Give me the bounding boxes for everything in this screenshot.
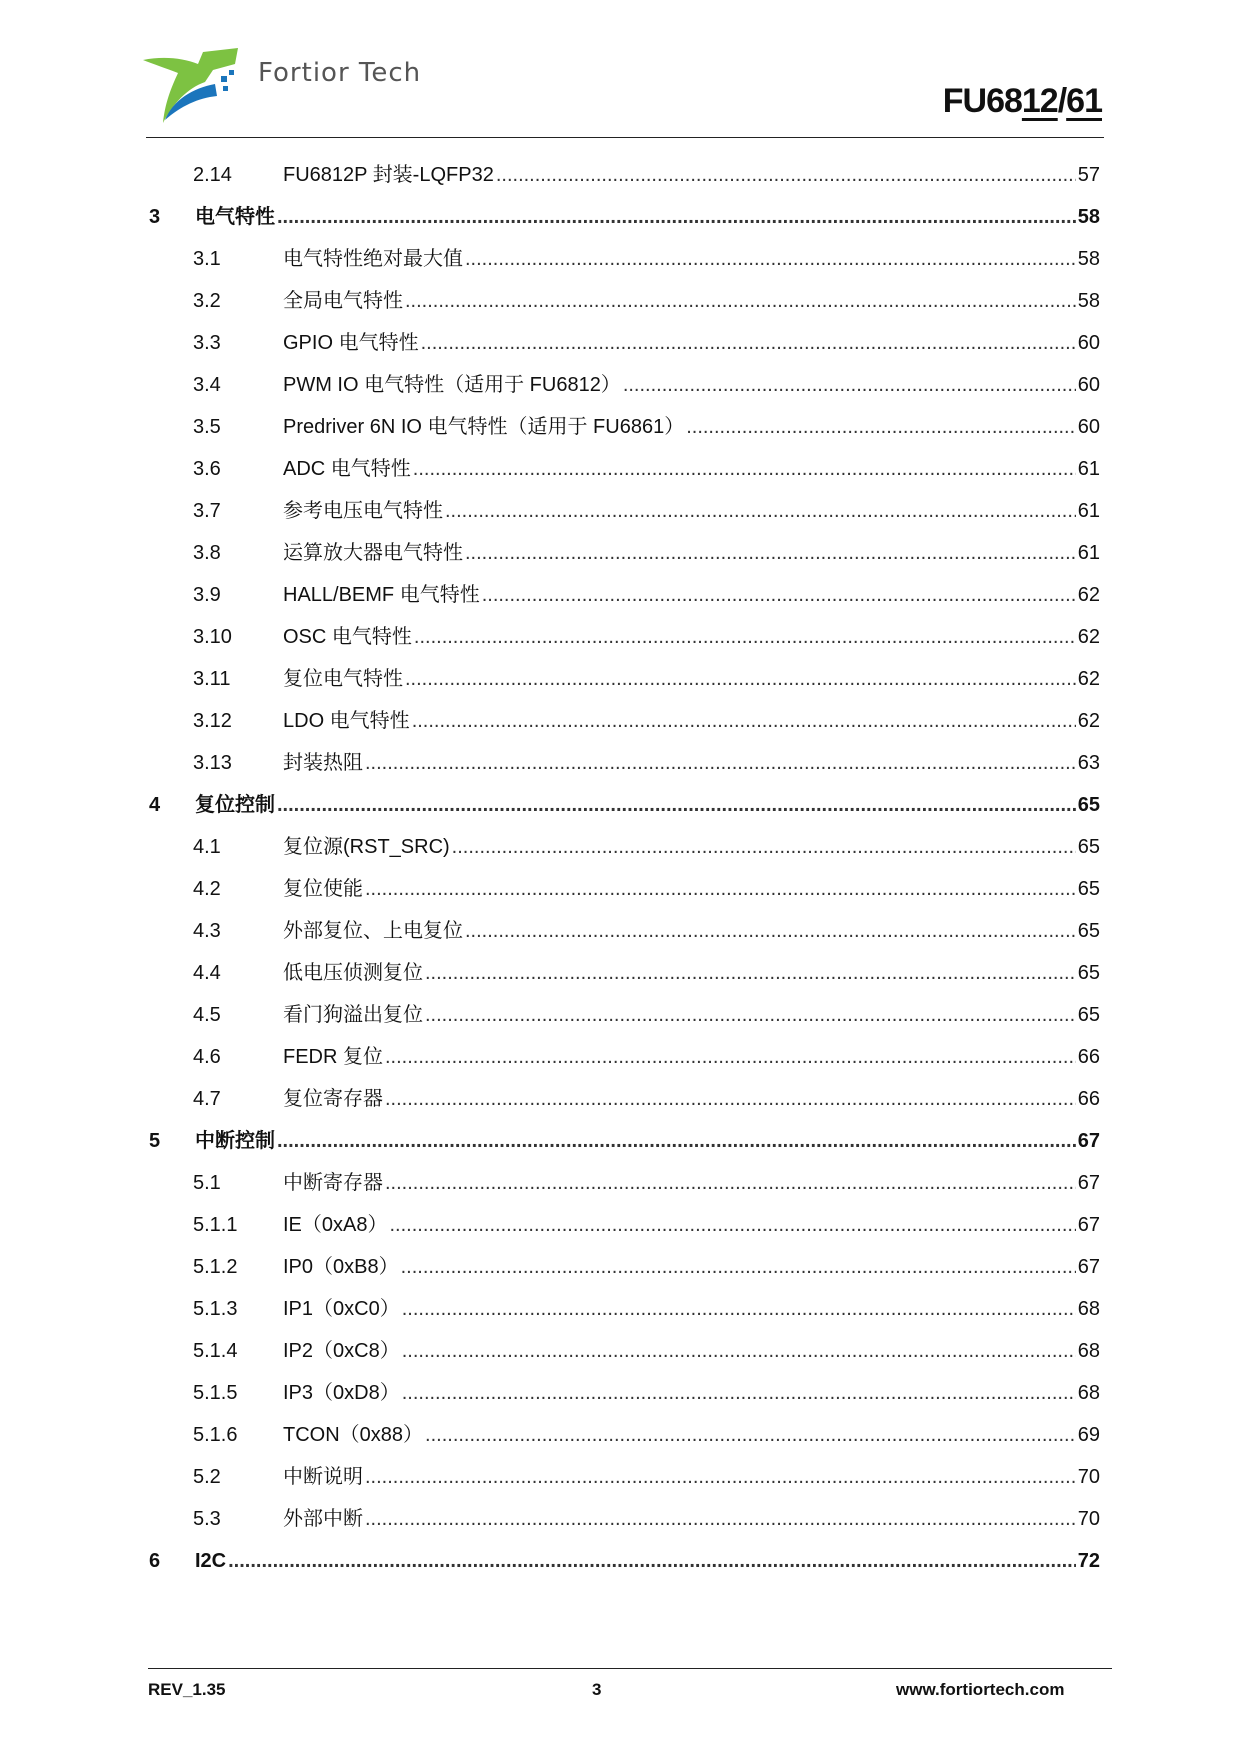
toc-page: 61 <box>1077 500 1100 522</box>
footer-page-number: 3 <box>592 1680 602 1699</box>
toc-line <box>283 832 1100 862</box>
model-number <box>943 82 1102 121</box>
toc-page: 62 <box>1077 668 1100 690</box>
toc-page: 57 <box>1077 164 1100 186</box>
toc-line <box>195 202 1100 232</box>
toc-leader-dots <box>365 1462 1076 1492</box>
toc-page: 60 <box>1077 374 1100 396</box>
toc-page: 68 <box>1077 1298 1100 1320</box>
toc-leader-dots <box>414 622 1076 652</box>
toc-number: 3.8 <box>193 542 221 564</box>
toc-entry[interactable] <box>0 1168 1240 1198</box>
toc-number: 5.1.1 <box>193 1214 238 1236</box>
toc-number: 5 <box>149 1130 161 1152</box>
model-variant-a: 12 <box>1021 82 1058 120</box>
toc-title[interactable]: 复位电气特性 <box>283 668 403 690</box>
brand-name: Fortior Tech <box>258 58 422 88</box>
toc-number: 5.1.2 <box>193 1256 238 1278</box>
toc-page: 70 <box>1077 1508 1100 1530</box>
toc-title[interactable]: IP2（0xC8） <box>283 1340 400 1362</box>
toc-leader-dots <box>421 328 1076 358</box>
toc-line <box>283 622 1100 652</box>
toc-leader-dots <box>623 370 1076 400</box>
toc-line <box>283 958 1100 988</box>
toc-title[interactable]: 电气特性绝对最大值 <box>283 248 463 270</box>
toc-entry[interactable] <box>0 1084 1240 1114</box>
toc-leader-dots <box>401 1252 1076 1282</box>
toc-leader-dots <box>452 832 1076 862</box>
toc-title[interactable]: 中断说明 <box>283 1466 363 1488</box>
toc-entry[interactable] <box>0 958 1240 988</box>
toc-number: 2.14 <box>193 164 232 186</box>
toc-title[interactable]: 电气特性 <box>195 206 275 228</box>
toc-number: 3.4 <box>193 374 221 396</box>
toc-number: 3.6 <box>193 458 221 480</box>
toc-title[interactable]: IP3（0xD8） <box>283 1382 400 1404</box>
fortior-logo <box>143 48 248 123</box>
toc-leader-dots <box>365 1504 1076 1534</box>
toc-title[interactable]: 运算放大器电气特性 <box>283 542 463 564</box>
toc-number: 3 <box>149 206 161 228</box>
toc-leader-dots <box>385 1168 1076 1198</box>
toc-number: 4.7 <box>193 1088 221 1110</box>
toc-number: 3.2 <box>193 290 221 312</box>
toc-number: 3.3 <box>193 332 221 354</box>
toc-line <box>283 1042 1100 1072</box>
toc-number: 3.10 <box>193 626 232 648</box>
toc-entry[interactable] <box>0 370 1240 400</box>
toc-page: 67 <box>1077 1130 1100 1152</box>
toc-leader-dots <box>277 790 1076 820</box>
toc-leader-dots <box>405 664 1076 694</box>
toc-number: 5.1 <box>193 1172 221 1194</box>
toc-line <box>195 1546 1100 1576</box>
toc-page: 67 <box>1077 1214 1100 1236</box>
toc-entry[interactable] <box>0 1420 1240 1450</box>
toc-number: 5.1.6 <box>193 1424 238 1446</box>
toc-title[interactable]: 复位源(RST_SRC) <box>283 836 450 858</box>
toc-leader-dots <box>465 244 1076 274</box>
toc-number: 4.6 <box>193 1046 221 1068</box>
toc-page: 62 <box>1077 584 1100 606</box>
toc-number: 3.7 <box>193 500 221 522</box>
toc-leader-dots <box>425 1000 1076 1030</box>
toc-entry[interactable] <box>0 1294 1240 1324</box>
toc-leader-dots <box>402 1378 1076 1408</box>
toc-page: 58 <box>1077 206 1100 228</box>
toc-entry[interactable] <box>0 1378 1240 1408</box>
toc-page: 62 <box>1077 626 1100 648</box>
toc-entry[interactable] <box>0 832 1240 862</box>
toc-entry[interactable] <box>0 538 1240 568</box>
toc-title[interactable]: IP1（0xC0） <box>283 1298 400 1320</box>
toc-title[interactable]: Predriver 6N IO 电气特性（适用于 FU6861） <box>283 416 685 438</box>
toc-number: 5.3 <box>193 1508 221 1530</box>
toc-line <box>283 454 1100 484</box>
toc-leader-dots <box>277 202 1076 232</box>
toc-number: 3.12 <box>193 710 232 732</box>
toc-title[interactable]: ADC 电气特性 <box>283 458 411 480</box>
toc-page: 58 <box>1077 290 1100 312</box>
toc-page: 65 <box>1077 962 1100 984</box>
toc-title[interactable]: GPIO 电气特性 <box>283 332 419 354</box>
toc-entry[interactable] <box>0 244 1240 274</box>
toc-entry[interactable] <box>0 874 1240 904</box>
toc-entry[interactable] <box>0 202 1240 232</box>
toc-entry[interactable] <box>0 1000 1240 1030</box>
toc-title[interactable]: FU6812P 封装-LQFP32 <box>283 164 494 186</box>
toc-entry[interactable] <box>0 1252 1240 1282</box>
toc-number: 3.1 <box>193 248 221 270</box>
toc-title[interactable]: 中断控制 <box>195 1130 275 1152</box>
toc-line <box>283 664 1100 694</box>
toc-entry[interactable] <box>0 160 1240 190</box>
toc-number: 4 <box>149 794 161 816</box>
toc-entry[interactable] <box>0 286 1240 316</box>
toc-number: 4.3 <box>193 920 221 942</box>
toc-page: 72 <box>1077 1550 1100 1572</box>
toc-title[interactable]: I2C <box>195 1550 227 1572</box>
toc-number: 6 <box>149 1550 161 1572</box>
toc-line <box>283 1084 1100 1114</box>
toc-number: 5.2 <box>193 1466 221 1488</box>
toc-line <box>283 160 1100 190</box>
toc-title[interactable]: PWM IO 电气特性（适用于 FU6812） <box>283 374 621 396</box>
toc-number: 3.9 <box>193 584 221 606</box>
toc-number: 4.2 <box>193 878 221 900</box>
toc-line <box>283 286 1100 316</box>
toc-page: 61 <box>1077 542 1100 564</box>
toc-page: 61 <box>1077 458 1100 480</box>
toc-title[interactable]: OSC 电气特性 <box>283 626 412 648</box>
toc-line <box>283 538 1100 568</box>
toc-page: 62 <box>1077 710 1100 732</box>
footer-revision: REV_1.35 <box>148 1680 226 1699</box>
toc-line <box>283 1462 1100 1492</box>
toc-number: 3.13 <box>193 752 232 774</box>
toc-title[interactable]: 复位控制 <box>195 794 275 816</box>
toc-leader-dots <box>385 1042 1076 1072</box>
toc-title[interactable]: TCON（0x88） <box>283 1424 424 1446</box>
toc-title[interactable]: 外部复位、上电复位 <box>283 920 463 942</box>
toc-entry[interactable] <box>0 790 1240 820</box>
toc-line <box>283 244 1100 274</box>
toc-page: 66 <box>1077 1046 1100 1068</box>
toc-number: 3.11 <box>193 668 231 690</box>
toc-page: 66 <box>1077 1088 1100 1110</box>
toc-entry[interactable] <box>0 1504 1240 1534</box>
toc-page: 58 <box>1077 248 1100 270</box>
toc-page: 65 <box>1077 794 1100 816</box>
toc-line <box>283 1168 1100 1198</box>
toc-title[interactable]: 封装热阻 <box>283 752 363 774</box>
toc-entry[interactable] <box>0 1210 1240 1240</box>
toc-entry[interactable] <box>0 1336 1240 1366</box>
toc-line <box>283 1252 1100 1282</box>
toc-title[interactable]: LDO 电气特性 <box>283 710 410 732</box>
toc-leader-dots <box>425 958 1076 988</box>
toc-page: 69 <box>1077 1424 1100 1446</box>
toc-line <box>283 328 1100 358</box>
toc-leader-dots <box>465 916 1076 946</box>
toc-leader-dots <box>412 706 1076 736</box>
toc-line <box>283 1336 1100 1366</box>
toc-line <box>283 748 1100 778</box>
toc-leader-dots <box>445 496 1076 526</box>
toc-number: 4.4 <box>193 962 221 984</box>
toc-entry[interactable] <box>0 664 1240 694</box>
toc-entry[interactable] <box>0 496 1240 526</box>
header-divider <box>146 137 1104 138</box>
toc-line <box>283 916 1100 946</box>
toc-title[interactable]: 复位使能 <box>283 878 363 900</box>
model-separator: / <box>1057 82 1067 120</box>
toc-leader-dots <box>389 1210 1075 1240</box>
toc-line <box>283 706 1100 736</box>
toc-page: 68 <box>1077 1382 1100 1404</box>
toc-entry[interactable] <box>0 706 1240 736</box>
toc-number: 5.1.3 <box>193 1298 238 1320</box>
toc-line <box>283 1378 1100 1408</box>
toc-entry[interactable] <box>0 454 1240 484</box>
toc-page: 60 <box>1077 416 1100 438</box>
toc-line <box>283 370 1100 400</box>
toc-title[interactable]: 参考电压电气特性 <box>283 500 443 522</box>
toc-line <box>195 1126 1100 1156</box>
toc-leader-dots <box>365 874 1076 904</box>
toc-number: 5.1.5 <box>193 1382 238 1404</box>
toc-line <box>283 1504 1100 1534</box>
toc-line <box>283 412 1100 442</box>
toc-leader-dots <box>496 160 1076 190</box>
toc-line <box>283 1210 1100 1240</box>
toc-page: 65 <box>1077 920 1100 942</box>
toc-page: 67 <box>1077 1256 1100 1278</box>
footer-divider <box>148 1668 1112 1669</box>
toc-entry[interactable] <box>0 748 1240 778</box>
toc-number: 3.5 <box>193 416 221 438</box>
toc-title[interactable]: FEDR 复位 <box>283 1046 383 1068</box>
toc-entry[interactable] <box>0 916 1240 946</box>
toc-leader-dots <box>385 1084 1076 1114</box>
toc-leader-dots <box>405 286 1076 316</box>
model-variant-b: 61 <box>1066 82 1102 120</box>
toc-title[interactable]: 全局电气特性 <box>283 290 403 312</box>
toc-line <box>195 790 1100 820</box>
toc-page: 67 <box>1077 1172 1100 1194</box>
toc-entry[interactable] <box>0 622 1240 652</box>
toc-entry[interactable] <box>0 1126 1240 1156</box>
toc-number: 4.1 <box>193 836 221 858</box>
toc-leader-dots <box>402 1294 1076 1324</box>
toc-leader-dots <box>277 1126 1076 1156</box>
toc-page: 63 <box>1077 752 1100 774</box>
toc-leader-dots <box>686 412 1076 442</box>
toc-entry[interactable] <box>0 1042 1240 1072</box>
toc-line <box>283 580 1100 610</box>
toc-title[interactable]: 复位寄存器 <box>283 1088 383 1110</box>
toc-title[interactable]: IE（0xA8） <box>283 1214 388 1236</box>
toc-page: 65 <box>1077 878 1100 900</box>
toc-title[interactable]: HALL/BEMF 电气特性 <box>283 584 480 606</box>
toc-leader-dots <box>482 580 1076 610</box>
toc-page: 65 <box>1077 1004 1100 1026</box>
toc-leader-dots <box>413 454 1076 484</box>
toc-line <box>283 1294 1100 1324</box>
toc-page: 68 <box>1077 1340 1100 1362</box>
toc-leader-dots <box>465 538 1076 568</box>
toc-entry[interactable] <box>0 1462 1240 1492</box>
toc-page: 60 <box>1077 332 1100 354</box>
toc-entry[interactable] <box>0 580 1240 610</box>
toc-number: 5.1.4 <box>193 1340 238 1362</box>
toc-entry[interactable] <box>0 412 1240 442</box>
toc-line <box>283 1000 1100 1030</box>
toc-title[interactable]: IP0（0xB8） <box>283 1256 399 1278</box>
toc-line <box>283 874 1100 904</box>
toc-leader-dots <box>365 748 1076 778</box>
toc-leader-dots <box>228 1546 1076 1576</box>
toc-title[interactable]: 外部中断 <box>283 1508 363 1530</box>
toc-leader-dots <box>425 1420 1076 1450</box>
toc-entry[interactable] <box>0 328 1240 358</box>
toc-line <box>283 496 1100 526</box>
toc-line <box>283 1420 1100 1450</box>
toc-title[interactable]: 低电压侦测复位 <box>283 962 423 984</box>
toc-title[interactable]: 中断寄存器 <box>283 1172 383 1194</box>
toc-title[interactable]: 看门狗溢出复位 <box>283 1004 423 1026</box>
toc-page: 70 <box>1077 1466 1100 1488</box>
toc-page: 65 <box>1077 836 1100 858</box>
toc-entry[interactable] <box>0 1546 1240 1576</box>
toc-number: 4.5 <box>193 1004 221 1026</box>
toc-leader-dots <box>402 1336 1076 1366</box>
footer-url[interactable]: www.fortiortech.com <box>896 1680 1065 1699</box>
model-prefix: FU68 <box>942 82 1022 120</box>
